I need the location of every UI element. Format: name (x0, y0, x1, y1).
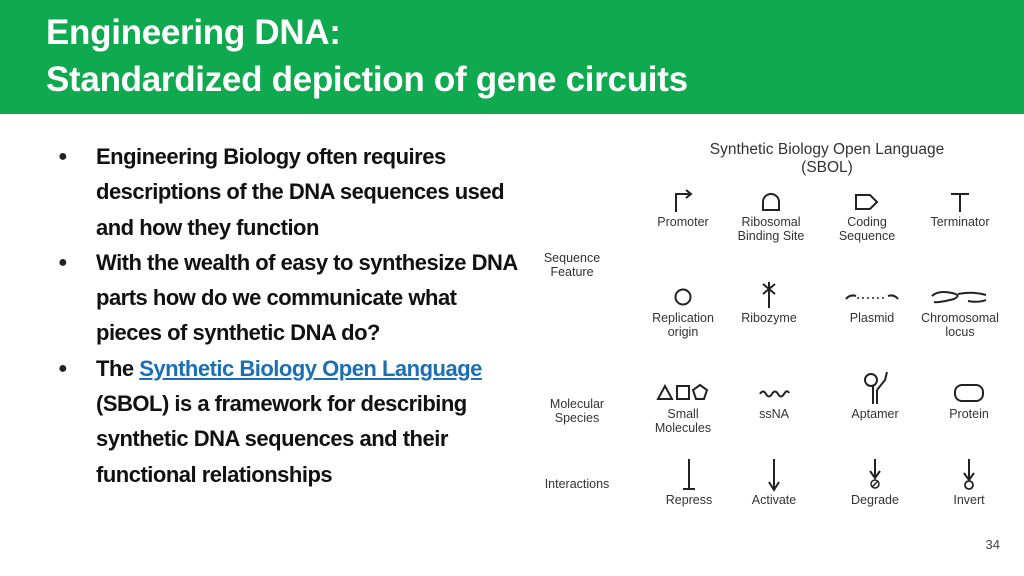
plasmid-icon (842, 282, 902, 312)
glyph-chromosomal-locus (905, 282, 1015, 339)
bullet-text: Engineering Biology often requires descriptions of the DNA sequences used and how they function (96, 144, 505, 240)
glyph-label: Coding Sequence (838, 215, 896, 243)
row-label-sequence-feature: Sequence Feature (543, 251, 601, 279)
glyph-terminator (905, 186, 1015, 230)
bullet-item (50, 245, 520, 351)
glyph-label: Replication origin (652, 311, 714, 339)
row-label-molecular-species: Molecular Species (549, 397, 605, 425)
glyph-label: Degrade (851, 493, 899, 507)
sbol-title: Synthetic Biology Open Language (SBOL) (709, 141, 945, 176)
slide-title-line-2: Standardized depiction of gene circuits (46, 60, 688, 99)
protein-icon (952, 378, 986, 408)
glyph-label: ssNA (759, 407, 789, 421)
glyph-label: Ribosomal Binding Site (737, 215, 805, 243)
bullet-item (50, 139, 520, 245)
degrade-icon (860, 456, 890, 494)
ribozyme-icon (754, 278, 784, 312)
glyph-protein (914, 378, 1024, 422)
glyph-activate (719, 456, 829, 508)
bullet-text-suffix: (SBOL) is a framework for describing synthetic DNA sequences and their functional relationships (96, 391, 467, 487)
row-label-interactions: Interactions (544, 477, 610, 491)
glyph-label: Small Molecules (654, 407, 712, 435)
cds-icon (852, 186, 882, 216)
origin-icon (668, 282, 698, 312)
bullet-text: With the wealth of easy to synthesize DNA parts how do we communicate what pieces of synthetic DNA do? (96, 249, 518, 346)
repress-icon (674, 456, 704, 494)
glyph-invert (914, 456, 1024, 508)
glyph-rbs (716, 186, 826, 243)
bullet-list (50, 139, 520, 492)
page-number: 34 (985, 537, 1000, 552)
promoter-icon (668, 186, 698, 216)
bullet-dot-icon: ● (58, 253, 68, 271)
title-bar (0, 0, 1024, 114)
glyph-label: Ribozyme (741, 311, 797, 325)
rbs-icon (756, 186, 786, 216)
small-molecules-icon (653, 378, 713, 408)
glyph-label: Aptamer (851, 407, 899, 421)
glyph-label: Repress (665, 493, 713, 507)
ssna-icon (757, 378, 791, 408)
glyph-ribozyme (714, 278, 824, 326)
glyph-label: Terminator (930, 215, 990, 229)
glyph-label: Plasmid (849, 311, 895, 325)
bullet-text-prefix: The (96, 355, 140, 381)
terminator-icon (945, 186, 975, 216)
activate-icon (759, 456, 789, 494)
glyph-label: Promoter (657, 215, 709, 229)
glyph-label: Activate (751, 493, 797, 507)
aptamer-icon (858, 366, 892, 408)
chromosomal-locus-icon (928, 282, 992, 312)
sbol-link[interactable]: Synthetic Biology Open Language (139, 355, 482, 381)
bullet-item (50, 351, 520, 492)
slide-title-line-1: Engineering DNA: (46, 13, 341, 52)
glyph-ssna (719, 378, 829, 422)
invert-icon (954, 456, 984, 494)
glyph-label: Protein (949, 407, 989, 421)
glyph-label: Invert (953, 493, 985, 507)
glyph-label: Chromosomal locus (921, 311, 999, 339)
bullet-dot-icon: ● (58, 359, 68, 377)
bullet-dot-icon: ● (58, 148, 68, 165)
